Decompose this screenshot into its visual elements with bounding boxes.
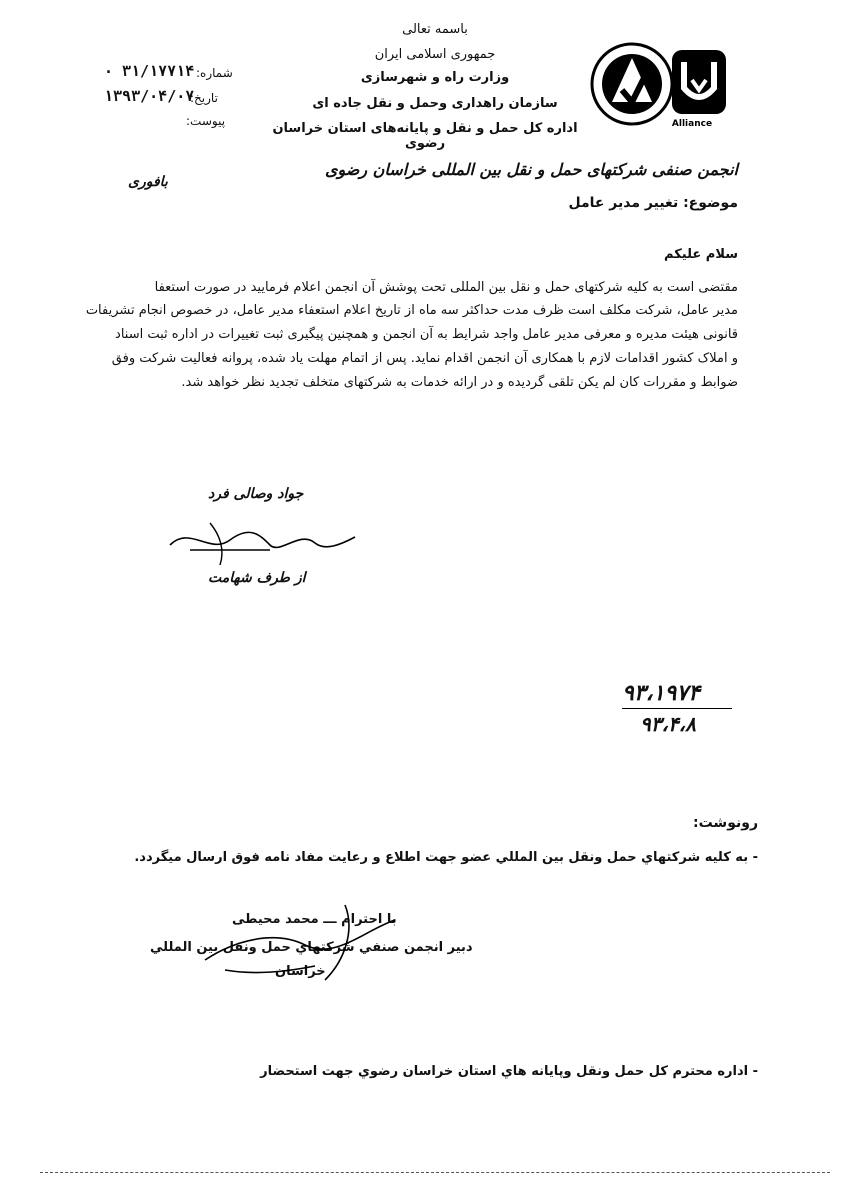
subject-line: موضوع: تغییر مدیر عامل xyxy=(568,195,738,211)
ministry-name: وزارت راه و شهرسازی xyxy=(360,70,510,85)
handwritten-date-2: ۹۳،۴،۸ xyxy=(640,712,696,736)
date-underline xyxy=(622,708,732,709)
regards-line: با احترام ـــ محمد محیطی xyxy=(232,912,397,927)
copies-line-1: - به كليه شركتهاي حمل ونقل بين المللي عضو جهت اطلاع و رعايت مفاد نامه فوق ارسال ميگردد. xyxy=(134,850,758,865)
letter-number: ۳۱/۱۷۷۱۴ xyxy=(122,62,195,80)
body-line-3: قانونی هیئت مدیره و معرفی مدیر عامل واجد شرایط به آن انجمن و همچنین پیگیری ثبت تغییرات در اداره ثبت اسناد xyxy=(115,327,738,342)
office-name: اداره کل حمل و نقل و پایانه‌های استان خراسان رضوی xyxy=(272,121,578,151)
body-line-4: و املاک کشور اقدامات لازم با همکاری آن انجمن اقدام نماید. پس از اتمام مهلت یاد شده، پروانه فعالیت شرکت وفق xyxy=(111,351,738,366)
signature-title: دبير انجمن صنفي شركتهاي حمل ونقل بين المللي xyxy=(150,940,473,955)
footer-rule xyxy=(40,1172,830,1173)
organization-logo xyxy=(588,40,730,128)
handwritten-date-1: ۹۳،۱۹۷۴ xyxy=(622,680,700,706)
letter-date: ۱۳۹۳/۰۴/۰۷ xyxy=(104,87,195,105)
letter-number-prefix: ۰ xyxy=(104,62,114,80)
republic-name: جمهوری اسلامی ایران xyxy=(374,47,496,62)
signature-2 xyxy=(195,900,405,990)
organization-name: سازمان راهداری وحمل و نقل جاده ای xyxy=(312,96,558,111)
signer-on-behalf: از طرف شهامت xyxy=(208,570,306,586)
greeting: سلام علیکم xyxy=(664,247,738,262)
recipient: انجمن صنفی شرکتهای حمل و نقل بین المللی خراسان رضوی xyxy=(325,160,738,179)
copies-heading: رونوشت: xyxy=(693,815,758,831)
body-line-5: ضوابط و مقررات کان لم یکن تلقی گردیده و در ارائه خدمات به شرکتهای متخلف تجدید نظر خواهد شد. xyxy=(181,375,738,390)
body-line-1: مقتضی است به کلیه شرکتهای حمل و نقل بین المللی تحت پوشش آن انجمن اعلام فرمایید در صورت استعفا xyxy=(154,280,738,295)
signature-1 xyxy=(150,515,360,575)
priority-note: بافوری xyxy=(128,174,168,190)
signature-region: خراسان xyxy=(275,964,326,979)
invocation: باسمه تعالی xyxy=(402,22,468,37)
date-label: تاریخ: xyxy=(190,91,218,105)
attachment-label: پیوست: xyxy=(186,114,226,128)
signer-name: جواد وصالی فرد xyxy=(208,486,304,502)
logo-caption: Alliance xyxy=(671,119,713,128)
number-label: شماره: xyxy=(196,66,233,80)
body-line-2: مدیر عامل، شرکت مکلف است ظرف مدت حداکثر سه ماه از تاریخ اعلام استعفاء مدیر عامل، در خصوص انجام تشریفات xyxy=(85,303,738,318)
copies-line-2: - اداره محترم كل حمل ونقل وپايانه هاي استان خراسان رضوي جهت استحضار xyxy=(260,1064,758,1079)
